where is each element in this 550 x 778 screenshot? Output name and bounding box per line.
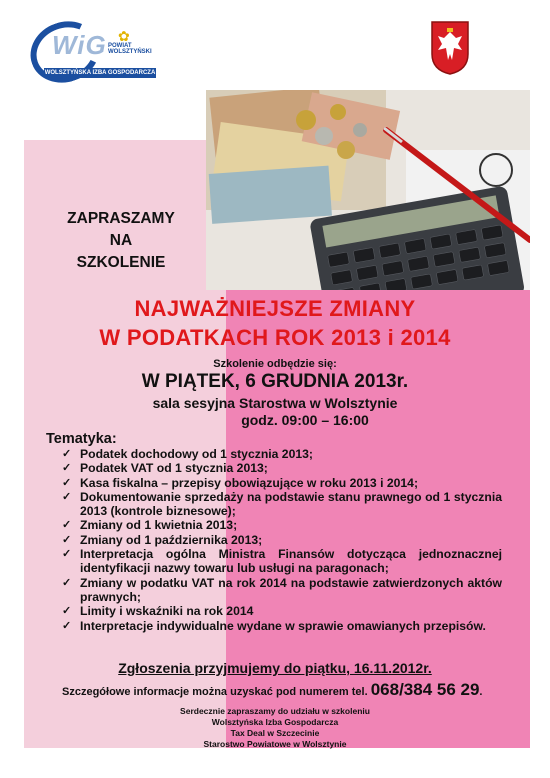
invite-line: SZKOLENIE [76, 254, 166, 271]
footer-line: Wolsztyńska Izba Gospodarcza [211, 717, 339, 727]
check-icon: ✓ [62, 490, 72, 503]
logo-wig-text: WiG [52, 30, 107, 60]
phone-number: 068/384 56 29 [370, 680, 480, 699]
registration-deadline: Zgłoszenia przyjmujemy do piątku, 16.11.2012r. [118, 660, 432, 676]
topic-item [62, 619, 502, 633]
training-subtitle: Szkolenie odbędzie się: [213, 358, 337, 370]
topics-heading: Tematyka: [46, 431, 117, 447]
footer-line: Serdecznie zapraszamy do udziału w szkoleniu [180, 706, 370, 716]
topic-item [62, 533, 502, 547]
topic-text: Podatek dochodowy od 1 stycznia 2013; [80, 447, 313, 461]
training-date: W PIĄTEK, 6 GRUDNIA 2013r. [141, 371, 409, 392]
topic-item [62, 461, 502, 475]
topic-item [62, 490, 502, 519]
topic-item [62, 476, 502, 490]
wig-logo [30, 22, 160, 86]
main-title-line-2: W PODATKACH ROK 2013 i 2014 [99, 325, 451, 350]
logo-powiat-text: POWIAT WOLSZTYŃSKI [108, 43, 152, 55]
contact-info [62, 680, 502, 700]
topic-item [62, 447, 502, 461]
topic-text: Zmiany od 1 kwietnia 2013; [80, 518, 238, 533]
footer-line: Tax Deal w Szczecinie [230, 728, 320, 738]
footer-line: Starostwo Powiatowe w Wolsztynie [203, 739, 347, 749]
main-title-line-1: NAJWAŻNIEJSZE ZMIANY [134, 296, 416, 321]
topic-text: Dokumentowanie sprzedaży na podstawie stanu prawnego od 1 stycznia 2013 (kontrole biznesowe); [80, 489, 502, 519]
invite-line: ZAPRASZAMY [67, 210, 175, 227]
check-icon: ✓ [62, 462, 72, 475]
topic-text: Interpretacje indywidualne wydane w sprawie omawianych przepisów. [80, 618, 486, 633]
topic-item [62, 547, 502, 576]
check-icon: ✓ [62, 476, 72, 489]
check-icon: ✓ [62, 548, 72, 561]
footer-organizers [0, 706, 550, 750]
topic-text: Zmiany w podatku VAT na rok 2014 na podstawie zatwierdzonych aktów prawnych; [80, 575, 502, 604]
invite-heading [46, 208, 196, 274]
topic-text: Limity i wskaźniki na rok 2014 [80, 604, 254, 619]
check-icon: ✓ [62, 619, 72, 632]
check-icon: ✓ [62, 519, 72, 532]
invite-line: NA [109, 232, 133, 249]
topic-item [62, 518, 502, 532]
logo-org-bar: WOLSZTYŃSKA IZBA GOSPODARCZA [44, 70, 156, 76]
check-icon: ✓ [62, 576, 72, 589]
money-calculator-photo [206, 90, 530, 290]
contact-info-text: Szczegółowe informacje można uzyskać pod numerem tel. [62, 686, 368, 698]
flower-icon: ✿ [118, 28, 130, 44]
topic-item [62, 604, 502, 618]
topic-item [62, 576, 502, 605]
training-hours: godz. 09:00 – 16:00 [241, 412, 369, 428]
topic-text: Zmiany od 1 października 2013; [80, 532, 263, 547]
check-icon: ✓ [62, 605, 72, 618]
topic-text: Kasa fiskalna – przepisy obowiązujące w roku 2013 i 2014; [80, 475, 419, 490]
check-icon: ✓ [62, 533, 72, 546]
topic-text: Interpretacja ogólna Ministra Finansów dotycząca jednoznacznej identyfikacji nazwy towaru lub usługi na paragonach; [80, 547, 502, 576]
coat-of-arms-icon [430, 20, 470, 76]
check-icon: ✓ [62, 448, 72, 460]
phone-suffix: . [479, 686, 483, 698]
topics-list [62, 447, 502, 633]
training-venue: sala sesyjna Starostwa w Wolsztynie [152, 395, 398, 411]
topic-text: Podatek VAT od 1 stycznia 2013; [80, 461, 268, 476]
